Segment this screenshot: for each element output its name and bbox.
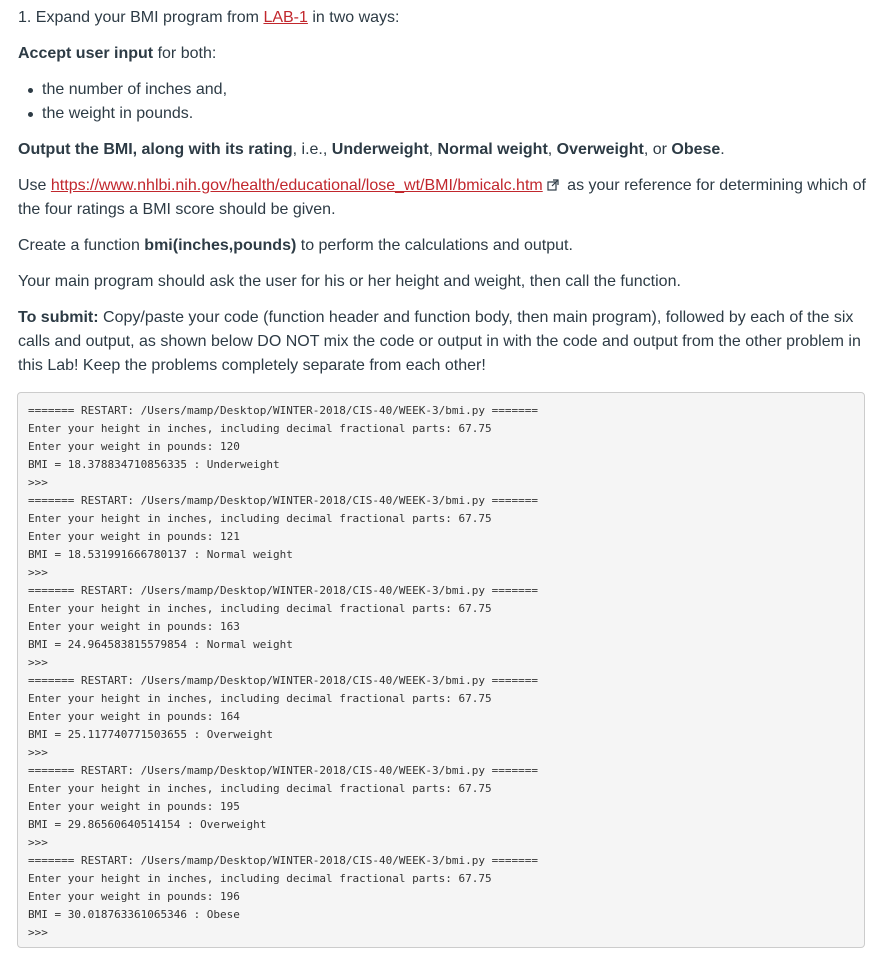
code-line: ======= RESTART: /Users/mamp/Desktop/WINTER-2018/CIS-40/WEEK-3/bmi.py ======= — [28, 764, 538, 777]
intro-suffix: in two ways: — [307, 9, 400, 26]
code-line: >>> — [28, 926, 48, 939]
rating-normal-weight: Normal weight — [437, 141, 548, 158]
submit-bold: To submit: — [18, 309, 99, 326]
code-line: Enter your weight in pounds: 196 — [28, 890, 240, 903]
function-signature: bmi(inches,pounds) — [144, 237, 297, 254]
code-line: >>> — [28, 746, 48, 759]
code-line: Enter your weight in pounds: 164 — [28, 710, 240, 723]
accept-input-paragraph — [18, 42, 874, 66]
code-line: Enter your weight in pounds: 195 — [28, 800, 240, 813]
code-lines — [28, 402, 538, 942]
code-line: Enter your height in inches, including decimal fractional parts: 67.75 — [28, 422, 492, 435]
input-bullet-list — [18, 78, 227, 126]
code-line: ======= RESTART: /Users/mamp/Desktop/WINTER-2018/CIS-40/WEEK-3/bmi.py ======= — [28, 404, 538, 417]
intro-paragraph — [18, 6, 874, 30]
rating-overweight: Overweight — [556, 141, 644, 158]
bmi-reference-link[interactable]: https://www.nhlbi.nih.gov/health/educational/lose_wt/BMI/bmicalc.htm — [50, 177, 543, 194]
create-suffix: to perform the calculations and output. — [296, 237, 573, 254]
reference-paragraph — [18, 174, 874, 222]
create-prefix: Create a function — [18, 237, 145, 254]
code-line: >>> — [28, 566, 48, 579]
list-item: the number of inches and, — [42, 78, 227, 102]
create-function-paragraph — [18, 234, 874, 258]
accept-input-bold: Accept user input — [18, 45, 154, 62]
lab1-link[interactable]: LAB-1 — [263, 9, 308, 26]
code-line: BMI = 25.117740771503655 : Overweight — [28, 728, 274, 741]
output-bold: Output the BMI, along with its rating — [18, 141, 293, 158]
code-line: Enter your weight in pounds: 163 — [28, 620, 240, 633]
code-line: Enter your height in inches, including decimal fractional parts: 67.75 — [28, 692, 492, 705]
period: . — [720, 141, 725, 158]
code-line: ======= RESTART: /Users/mamp/Desktop/WINTER-2018/CIS-40/WEEK-3/bmi.py ======= — [28, 854, 538, 867]
code-line: Enter your height in inches, including decimal fractional parts: 67.75 — [28, 602, 492, 615]
reference-prefix: Use — [18, 177, 51, 194]
list-item: the weight in pounds. — [42, 102, 227, 126]
separator: , or — [643, 141, 672, 158]
rating-obese: Obese — [671, 141, 721, 158]
separator: , — [428, 141, 438, 158]
submit-paragraph — [18, 306, 874, 378]
submit-rest: Copy/paste your code (function header and function body, then main program), followed by each of the six calls and output, as shown below DO NOT mix the code or output in with the code and output from the other problem in this Lab! Keep the problems completely separate from each other! — [18, 309, 861, 374]
code-line: ======= RESTART: /Users/mamp/Desktop/WINTER-2018/CIS-40/WEEK-3/bmi.py ======= — [28, 584, 538, 597]
code-line: >>> — [28, 836, 48, 849]
output-mid: , i.e., — [292, 141, 332, 158]
code-line: BMI = 29.86560640514154 : Overweight — [28, 818, 267, 831]
code-line: Enter your weight in pounds: 120 — [28, 440, 240, 453]
code-output-block — [17, 392, 865, 948]
code-line: Enter your weight in pounds: 121 — [28, 530, 240, 543]
rating-underweight: Underweight — [331, 141, 429, 158]
code-line: ======= RESTART: /Users/mamp/Desktop/WINTER-2018/CIS-40/WEEK-3/bmi.py ======= — [28, 674, 538, 687]
accept-input-rest: for both: — [153, 45, 217, 62]
code-line: ======= RESTART: /Users/mamp/Desktop/WINTER-2018/CIS-40/WEEK-3/bmi.py ======= — [28, 494, 538, 507]
reference-suffix: as your reference for determining which of the four ratings a BMI score should be given. — [18, 177, 866, 218]
separator: , — [547, 141, 557, 158]
code-line: BMI = 24.964583815579854 : Normal weight — [28, 638, 293, 651]
code-line: >>> — [28, 476, 48, 489]
main-program-paragraph: Your main program should ask the user for his or her height and weight, then call the function. — [18, 273, 681, 290]
code-line: Enter your height in inches, including decimal fractional parts: 67.75 — [28, 782, 492, 795]
code-line: BMI = 30.018763361065346 : Obese — [28, 908, 240, 921]
code-line: BMI = 18.378834710856335 : Underweight — [28, 458, 280, 471]
intro-prefix: 1. Expand your BMI program from — [18, 9, 264, 26]
code-line: Enter your height in inches, including decimal fractional parts: 67.75 — [28, 512, 492, 525]
output-paragraph — [18, 138, 874, 162]
external-link-icon[interactable] — [547, 179, 559, 191]
code-line: >>> — [28, 656, 48, 669]
code-line: Enter your height in inches, including decimal fractional parts: 67.75 — [28, 872, 492, 885]
code-line: BMI = 18.531991666780137 : Normal weight — [28, 548, 293, 561]
